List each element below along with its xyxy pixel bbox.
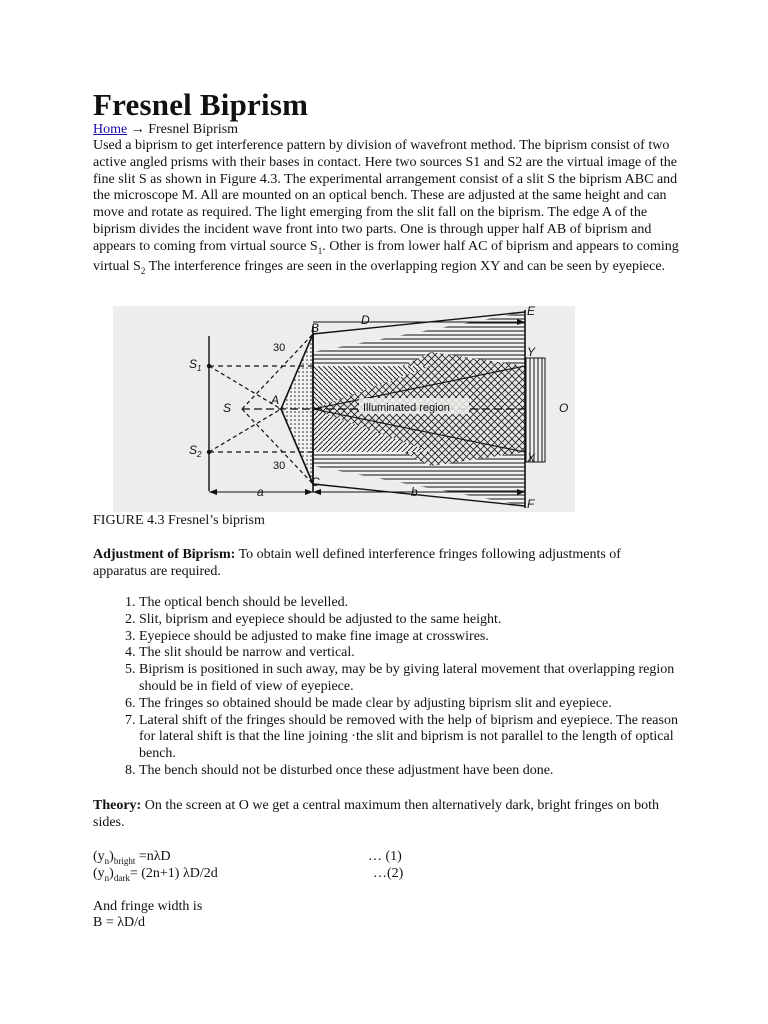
label-f: F bbox=[527, 497, 535, 511]
breadcrumb bbox=[93, 121, 238, 138]
intro-paragraph: Used a biprism to get interference pattern by division of wavefront method. The biprism consist of two active angled prisms with their bases in contact. Here two sources S1 and S2 are the virtual image of the fine slit S as shown in Figure 4.3. The experimental arrangement consist of a slit S the biprism ABC and the microscope M. All are mounted on an optical bench. These are adjusted at the same height and can move and rotate as required. The light emerging from the slit fall on the biprism. The edge A of the biprism divides the incident wave front into two parts. One is through upper half AB of biprism and appears to coming from virtual source $S_1$. Other is from lower half AC of biprism and appears to coming virtual $S_2$ The interference fringes are seen in the overlapping region XY and can be seen by eyepiece. bbox=[93, 138, 679, 277]
adjustment-paragraph: Adjustment of Biprism: To obtain well defined interference fringes following adjustments of apparatus are required. bbox=[93, 547, 621, 579]
label-e: E bbox=[527, 306, 536, 318]
label-illuminated-region: Illuminated region bbox=[363, 402, 450, 414]
breadcrumb-arrow: → bbox=[130, 122, 145, 137]
list-item: 5. Biprism is positioned in such away, may be by giving lateral movement that overlapping region should be in field of view of eyepiece. bbox=[139, 662, 679, 696]
page-title: Fresnel Biprism bbox=[93, 87, 309, 122]
label-c: C bbox=[311, 475, 320, 489]
list-item: 2. Slit, biprism and eyepiece should be adjusted to the same height. bbox=[139, 612, 679, 629]
adjustment-list bbox=[93, 595, 679, 780]
theory-heading: Theory: bbox=[93, 798, 142, 813]
breadcrumb-home-link[interactable]: Home bbox=[93, 122, 128, 137]
adjustment-heading: Adjustment of Biprism: bbox=[93, 547, 236, 562]
equation-dark: $(y_n)_{dark}= (2n+1)$ λD/2d …(2) bbox=[93, 866, 404, 883]
label-y: Y bbox=[527, 345, 536, 359]
theory-paragraph: Theory: On the screen at O we get a central maximum then alternatively dark, bright fringes on both sides. bbox=[93, 798, 660, 830]
fringe-width-equation: B = λD/d bbox=[93, 915, 146, 930]
label-d: D bbox=[361, 313, 370, 327]
list-item: 6. The fringes so obtained should be made clear by adjusting biprism slit and eyepiece. bbox=[139, 696, 679, 713]
label-a-point: A bbox=[271, 393, 280, 407]
breadcrumb-current: Fresnel Biprism bbox=[148, 122, 239, 137]
label-s2: $S_2$ bbox=[189, 443, 202, 459]
label-b-distance: b bbox=[411, 485, 418, 499]
label-a-distance: a bbox=[257, 485, 264, 499]
label-angle-bottom: 30 bbox=[273, 460, 286, 472]
label-s1: $S_1$ bbox=[189, 357, 202, 373]
equation-number: …(2) bbox=[373, 866, 404, 881]
label-b: B bbox=[311, 321, 320, 335]
figure-caption: FIGURE 4.3 Fresnel’s biprism bbox=[93, 513, 265, 528]
label-o: O bbox=[559, 401, 569, 415]
label-s: S bbox=[223, 401, 232, 415]
equation-number: … (1) bbox=[368, 849, 402, 864]
label-angle-top: 30 bbox=[273, 342, 286, 354]
biprism-figure bbox=[113, 306, 575, 512]
list-item: 8. The bench should not be disturbed once these adjustment have been done. bbox=[139, 763, 679, 780]
fringe-width-intro: And fringe width is bbox=[93, 899, 203, 914]
label-x: X bbox=[527, 451, 536, 465]
list-item: 3. Eyepiece should be adjusted to make fine image at crosswires. bbox=[139, 629, 679, 646]
equation-bright: $(y_n)_{bright} =n\lambda D$ … (1) bbox=[93, 849, 402, 866]
list-item: 4. The slit should be narrow and vertical. bbox=[139, 645, 679, 662]
list-item: 1. The optical bench should be levelled. bbox=[139, 595, 679, 612]
list-item: 7. Lateral shift of the fringes should be removed with the help of biprism and eyepiece. The reason for lateral shift is that the line joining ·the slit and biprism is not parallel to the length of optical bench. bbox=[139, 713, 679, 763]
